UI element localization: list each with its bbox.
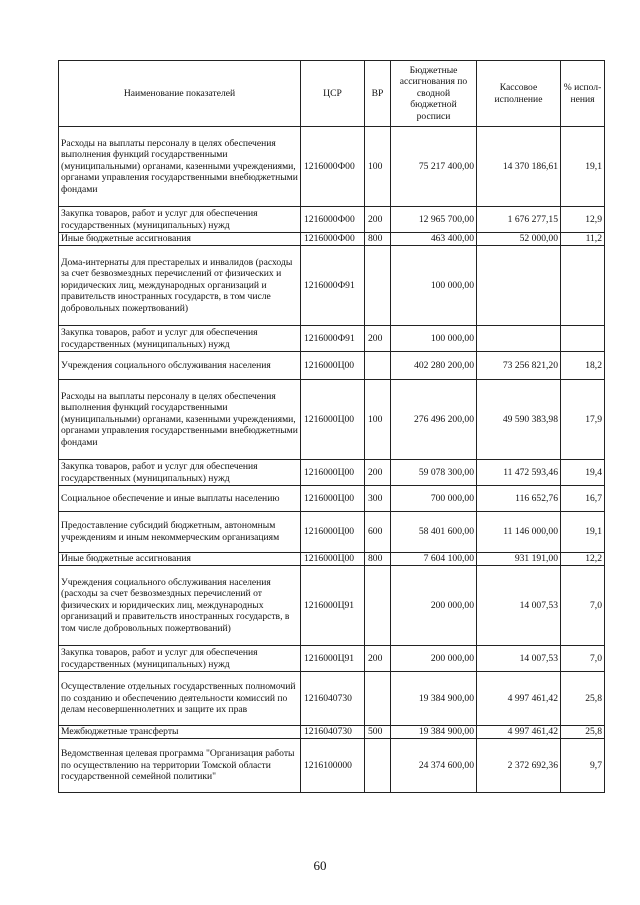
- row-budget: 276 496 200,00: [391, 380, 477, 460]
- row-vr: 200: [365, 646, 391, 672]
- row-csr: 1216040730: [301, 726, 365, 739]
- row-name: Расходы на выплаты персоналу в целях обеспечения выполнения функций государственными (муниципальными) органами, казенными учреждениями, органами управления государственными внебюджетными фондами: [59, 127, 301, 207]
- header-vr: ВР: [365, 61, 391, 127]
- row-cash: 931 191,00: [477, 553, 561, 566]
- row-percent: 19,1: [561, 512, 605, 553]
- row-name: Межбюджетные трансферты: [59, 726, 301, 739]
- row-name: Иные бюджетные ассигнования: [59, 553, 301, 566]
- row-vr: 500: [365, 726, 391, 739]
- row-name: Осуществление отдельных государственных полномочий по созданию и обеспечению деятельности комиссий по делам несовершеннолетних и защите их прав: [59, 672, 301, 726]
- row-budget: 402 280 200,00: [391, 352, 477, 380]
- row-percent: 12,2: [561, 553, 605, 566]
- row-cash: [477, 246, 561, 326]
- row-vr: 300: [365, 486, 391, 512]
- table-row: [59, 207, 605, 233]
- row-percent: 9,7: [561, 739, 605, 793]
- row-cash: 14 007,53: [477, 566, 561, 646]
- row-csr: 1216000Ц00: [301, 553, 365, 566]
- row-percent: 7,0: [561, 566, 605, 646]
- row-csr: 1216000Ц00: [301, 512, 365, 553]
- budget-execution-table: [58, 60, 605, 793]
- row-budget: 200 000,00: [391, 566, 477, 646]
- row-cash: 4 997 461,42: [477, 726, 561, 739]
- row-name: Дома-интернаты для престарелых и инвалидов (расходы за счет безвозмездных перечислений от физических и юридических лиц, международных организаций и правительств иностранных государств, в том числе добровольных пожертвований): [59, 246, 301, 326]
- table-row: [59, 380, 605, 460]
- row-cash: 52 000,00: [477, 233, 561, 246]
- row-cash: 49 590 383,98: [477, 380, 561, 460]
- row-percent: 19,1: [561, 127, 605, 207]
- table-row: [59, 726, 605, 739]
- row-cash: 11 146 000,00: [477, 512, 561, 553]
- row-budget: 463 400,00: [391, 233, 477, 246]
- row-percent: [561, 246, 605, 326]
- header-cash: Кассовое исполнение: [477, 61, 561, 127]
- row-name: Ведомственная целевая программа "Организация работы по осуществлению на территории Томской области государственной семейной политики": [59, 739, 301, 793]
- row-cash: [477, 326, 561, 352]
- table-row: [59, 646, 605, 672]
- row-vr: [365, 352, 391, 380]
- row-csr: 1216040730: [301, 672, 365, 726]
- row-percent: 18,2: [561, 352, 605, 380]
- table-row: [59, 246, 605, 326]
- row-vr: [365, 739, 391, 793]
- row-csr: 1216000Ф91: [301, 246, 365, 326]
- row-name: Учреждения социального обслуживания населения (расходы за счет безвозмездных перечислений от физических и юридических лиц, международных организаций и правительств иностранных государств, в том числе добровольных пожертвований): [59, 566, 301, 646]
- row-cash: 14 370 186,61: [477, 127, 561, 207]
- row-vr: 200: [365, 460, 391, 486]
- table-row: [59, 460, 605, 486]
- table-row: [59, 352, 605, 380]
- row-csr: 1216000Ц91: [301, 566, 365, 646]
- row-vr: [365, 246, 391, 326]
- table-row: [59, 486, 605, 512]
- row-cash: 1 676 277,15: [477, 207, 561, 233]
- row-cash: 11 472 593,46: [477, 460, 561, 486]
- row-cash: 2 372 692,36: [477, 739, 561, 793]
- row-percent: 11,2: [561, 233, 605, 246]
- row-csr: 1216000Ф00: [301, 233, 365, 246]
- row-csr: 1216000Ф00: [301, 127, 365, 207]
- row-name: Закупка товаров, работ и услуг для обеспечения государственных (муниципальных) нужд: [59, 460, 301, 486]
- row-cash: 73 256 821,20: [477, 352, 561, 380]
- row-name: Социальное обеспечение и иные выплаты населению: [59, 486, 301, 512]
- row-csr: 1216100000: [301, 739, 365, 793]
- row-csr: 1216000Ф00: [301, 207, 365, 233]
- header-csr: ЦСР: [301, 61, 365, 127]
- table-row: [59, 127, 605, 207]
- row-name: Иные бюджетные ассигнования: [59, 233, 301, 246]
- row-budget: 100 000,00: [391, 246, 477, 326]
- row-budget: 200 000,00: [391, 646, 477, 672]
- table-header-row: [59, 61, 605, 127]
- row-percent: 12,9: [561, 207, 605, 233]
- table-row: [59, 672, 605, 726]
- row-budget: 19 384 900,00: [391, 726, 477, 739]
- row-percent: 19,4: [561, 460, 605, 486]
- row-vr: 800: [365, 553, 391, 566]
- row-budget: 24 374 600,00: [391, 739, 477, 793]
- row-budget: 100 000,00: [391, 326, 477, 352]
- row-vr: [365, 566, 391, 646]
- row-percent: 17,9: [561, 380, 605, 460]
- table-row: [59, 326, 605, 352]
- row-vr: [365, 672, 391, 726]
- row-percent: 25,8: [561, 726, 605, 739]
- row-vr: 100: [365, 127, 391, 207]
- row-budget: 59 078 300,00: [391, 460, 477, 486]
- row-budget: 7 604 100,00: [391, 553, 477, 566]
- row-name: Закупка товаров, работ и услуг для обеспечения государственных (муниципальных) нужд: [59, 326, 301, 352]
- row-percent: 16,7: [561, 486, 605, 512]
- row-percent: 25,8: [561, 672, 605, 726]
- row-csr: 1216000Ц91: [301, 646, 365, 672]
- row-csr: 1216000Ц00: [301, 352, 365, 380]
- page-number: 60: [313, 858, 327, 873]
- row-budget: 19 384 900,00: [391, 672, 477, 726]
- row-name: Учреждения социального обслуживания населения: [59, 352, 301, 380]
- row-budget: 12 965 700,00: [391, 207, 477, 233]
- row-name: Предоставление субсидий бюджетным, автономным учреждениям и иным некоммерческим организациям: [59, 512, 301, 553]
- row-cash: 4 997 461,42: [477, 672, 561, 726]
- row-budget: 75 217 400,00: [391, 127, 477, 207]
- row-percent: [561, 326, 605, 352]
- row-cash: 116 652,76: [477, 486, 561, 512]
- row-vr: 600: [365, 512, 391, 553]
- row-vr: 800: [365, 233, 391, 246]
- row-budget: 700 000,00: [391, 486, 477, 512]
- row-name: Закупка товаров, работ и услуг для обеспечения государственных (муниципальных) нужд: [59, 207, 301, 233]
- row-csr: 1216000Ц00: [301, 486, 365, 512]
- row-name: Расходы на выплаты персоналу в целях обеспечения выполнения функций государственными (муниципальными) органами, казенными учреждениями, органами управления государственными внебюджетными фондами: [59, 380, 301, 460]
- row-csr: 1216000Ц00: [301, 460, 365, 486]
- row-vr: 100: [365, 380, 391, 460]
- row-budget: 58 401 600,00: [391, 512, 477, 553]
- header-name: Наименование показателей: [59, 61, 301, 127]
- row-cash: 14 007,53: [477, 646, 561, 672]
- row-vr: 200: [365, 207, 391, 233]
- row-name: Закупка товаров, работ и услуг для обеспечения государственных (муниципальных) нужд: [59, 646, 301, 672]
- table-row: [59, 512, 605, 553]
- table-row: [59, 233, 605, 246]
- table-row: [59, 566, 605, 646]
- header-percent: % испол- нения: [561, 61, 605, 127]
- row-percent: 7,0: [561, 646, 605, 672]
- row-vr: 200: [365, 326, 391, 352]
- table-row: [59, 739, 605, 793]
- row-csr: 1216000Ц00: [301, 380, 365, 460]
- header-budget: Бюджетные ассигнования по сводной бюджетной росписи: [391, 61, 477, 127]
- row-csr: 1216000Ф91: [301, 326, 365, 352]
- table-row: [59, 553, 605, 566]
